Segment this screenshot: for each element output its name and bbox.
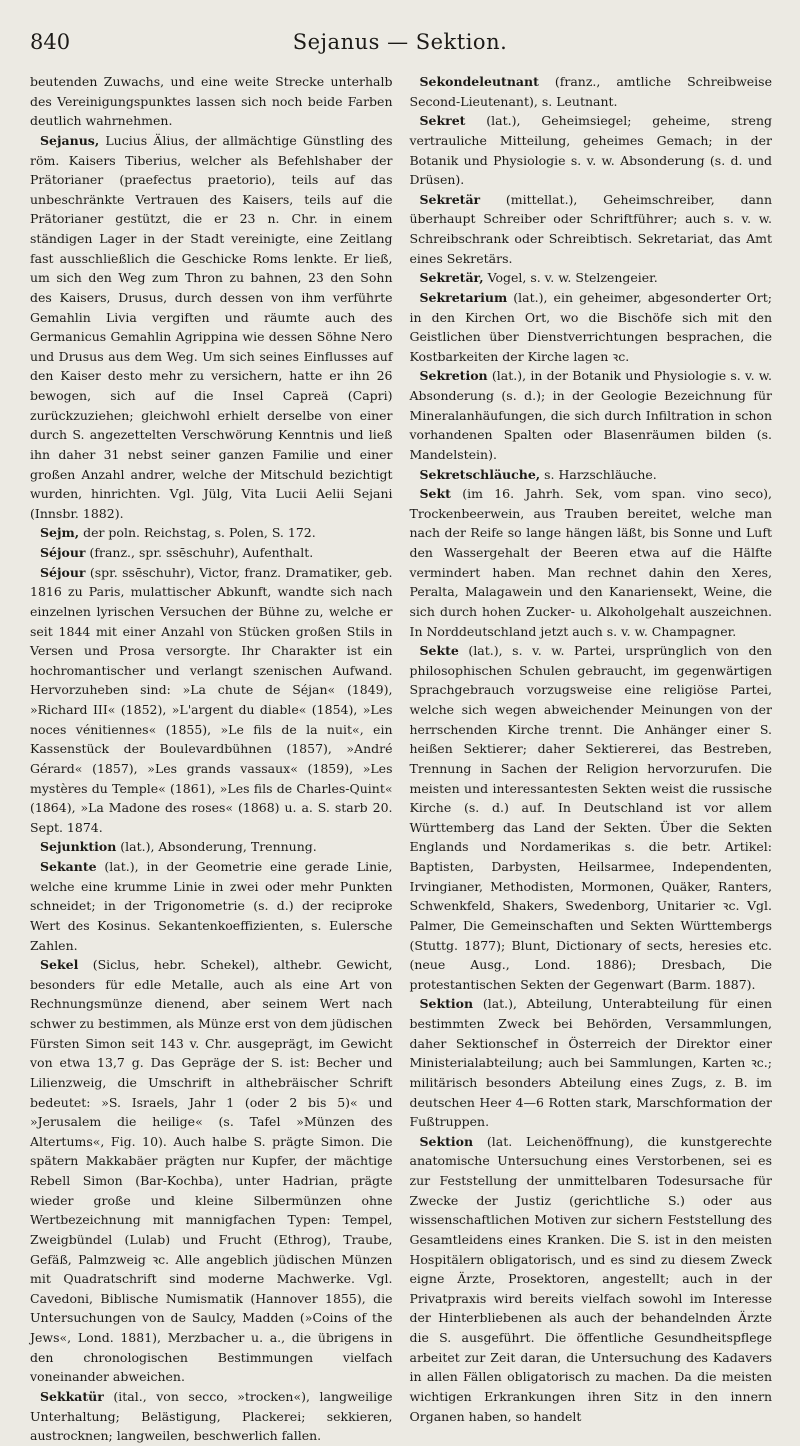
entry-text: (lat. Leichenöffnung), die kunstgerechte anatomische Untersuchung eines Verstorbenen, sei es zur Feststellung der unmittelbaren Todesursache für Zwecke der Justiz (gerichtliche S.) oder aus wissenschaftlichen Motiven zur sichern Feststellung des Gesamtleidens eines Kranken. Die S. ist in den meisten Hospitälern obligatorisch, und es sind zu diesem Zweck eigne Ärzte, Prosektoren, angestellt; auch in der Privatpraxis wird bereits vielfach sowohl im Interesse der Hinterbliebenen als auch der behandelnden Ärzte die S. ausgeführt. Die öffentliche Gesundheitspflege arbeitet zur Zeit daran, die Untersuchung des Kadavers in allen Fällen obligatorisch zu machen. Da die meisten wichtigen Erkrankungen ihren Sitz in den innern Organen haben, so handelt (409, 1133, 772, 1424)
entry-headword: Séjour (40, 564, 86, 580)
dictionary-entry (410, 72, 773, 111)
entry-headword: Sektion (419, 1133, 474, 1149)
dictionary-entry (30, 72, 393, 131)
entry-headword: Sekret (419, 113, 466, 129)
left-column (30, 72, 393, 1444)
entry-headword: Sejanus, (40, 132, 100, 148)
entry-headword: Sejm, (40, 525, 80, 541)
dictionary-entry (30, 523, 393, 543)
dictionary-entry (410, 1132, 773, 1426)
entry-text: beutenden Zuwachs, und eine weite Strecke unterhalb des Vereinigungspunktes lassen sich noch beide Farben deutlich wahrnehmen. (30, 74, 393, 129)
dictionary-entry (410, 484, 773, 641)
dictionary-entry (410, 111, 773, 190)
dictionary-entry (410, 641, 773, 994)
entry-text: (lat.), Geheimsiegel; geheime, streng vertrauliche Mitteilung, geheimes Gemach; in der Botanik und Physiologie s. v. w. Absonderung (s. d. und Drüsen). (409, 113, 772, 188)
page-header (30, 24, 770, 58)
entry-text: s. Harzschläuche. (540, 466, 657, 482)
entry-headword: Sekkatür (40, 1388, 104, 1404)
entry-text: Lucius Älius, der allmächtige Günstling des röm. Kaisers Tiberius, welcher als Befehlshaber der Prätorianer (praefectus praetorio), teils auf das unbeschränkte Vertrauen des Kaisers, teils auf die Prätorianer gestützt, die er 23 n. Chr. in einem ständigen Lager in der Stadt vereinigte, eine Zeitlang fast ausschließlich die Geschicke Roms lenkte. Er ließ, um sich den Weg zum Thron zu bahnen, 23 den Sohn des Kaisers, Drusus, durch dessen von ihm verführte Gemahlin Livia vergiften und räumte auch des Germanicus Gemahlin Agrippina wie dessen Söhne Nero und Drusus aus dem Weg. Um sich seines Einflusses auf den Kaiser desto mehr zu versichern, hatte er ihn 26 bewogen, sich auf die Insel Capreä (Capri) zurückzuziehen; gleichwohl erhielt derselbe von einer durch S. angezettelten Verschwörung Kenntnis und ließ ihn daher 31 nebst seiner ganzen Familie und einer großen Anzahl andrer, welche der Mitschuld bezichtigt wurden, hinrichten. Vgl. Jülg, Vita Lucii Aelii Sejani (Innsbr. 1882). (30, 132, 393, 521)
entry-text: (spr. ssēschuhr), Victor, franz. Dramatiker, geb. 1816 zu Paris, mulattischer Abkunft, wandte sich nach einzelnen lyrischen Versuchen der Bühne zu, welche er seit 1844 mit einer Anzahl von Stücken großen Stils in Versen und Prosa versorgte. Ihr Charakter ist ein hochromantischer und verlangt szenischen Aufwand. Hervorzuheben sind: »La chute de Séjan« (1849), »Richard III« (1852), »L'argent du diable« (1854), »Les noces vénitiennes« (1855), »Le fils de la nuit«, ein Kassenstück der Boulevardbühnen (1857), »André Gérard« (1857), »Les grands vassaux« (1859), »Les mystères du Temple« (1861), »Les fils de Charles-Quint« (1864), »La Madone des roses« (1868) u. a. S. starb 20. Sept. 1874. (30, 564, 393, 835)
entry-text: (lat.), in der Botanik und Physiologie s. v. w. Absonderung (s. d.); in der Geologie Bezeichnung für Mineralanhäufungen, die sich durch Infiltration in schon vorhandenen Spalten oder Blasenräumen bilden (s. Mandelstein). (409, 368, 772, 462)
entry-headword: Sekretschläuche, (419, 466, 541, 482)
dictionary-entry (410, 268, 773, 288)
dictionary-entry (30, 1387, 393, 1446)
dictionary-entry (410, 190, 773, 269)
entry-text: (mittellat.), Geheimschreiber, dann überhaupt Schreiber oder Schriftführer; auch s. v. w. Schreibschrank oder Schreibtisch. Sekretariat, das Amt eines Sekretärs. (409, 191, 772, 266)
entry-headword: Séjour (40, 545, 86, 560)
entry-headword: Sekretär, (419, 270, 484, 286)
entry-text: (lat.), ein geheimer, abgesonderter Ort; in den Kirchen Ort, wo die Bischöfe sich mit den Geistlichen über Dienstverrichtungen besprachen, die Kostbarkeiten der Kirche lagen ꝛc. (409, 289, 772, 364)
entry-text: Vogel, s. v. w. Stelzengeier. (483, 270, 658, 286)
entry-headword: Sejunktion (40, 839, 117, 855)
entry-text: (franz., spr. ssēschuhr), Aufenthalt. (85, 545, 314, 560)
entry-headword: Sekt (419, 486, 451, 502)
entry-headword: Sekte (419, 643, 459, 659)
entry-text: (Siclus, hebr. Schekel), althebr. Gewicht, besonders für edle Metalle, auch als eine Art von Rechnungsmünze dienend, aber seinem Wert nach schwer zu bestimmen, als Münze erst von dem jüdischen Fürsten Simon seit 143 v. Chr. ausgeprägt, im Gewicht von etwa 13,7 g. Das Gepräge der S. ist: Becher und Lilienzweig, die Umschrift in althebräischer Schrift bedeutet: »S. Israels, Jahr 1 (oder 2 bis 5)« und »Jerusalem die heilige« (s. Tafel »Münzen des Altertums«, Fig. 10). Auch halbe S. prägte Simon. Die spätern Makkabäer prägten nur Kupfer, der mächtige Rebell Simon (Bar-Kochba), unter Hadrian, prägte wieder große und kleine Silbermünzen ohne Wertbezeichnung mit mannigfachen Typen: Tempel, Zweigbündel (Lulab) und Frucht (Ethrog), Traube, Gefäß, Palmzweig ꝛc. Alle angeblich jüdischen Münzen mit Quadratschrift sind moderne Machwerke. Vgl. Cavedoni, Biblische Numismatik (Hannover 1855), die Untersuchungen von de Saulcy, Madden (»Coins of the Jews«, Lond. 1881), Merzbacher u. a., die übrigens in den chronologischen Bestimmungen vielfach voneinander abweichen. (30, 957, 393, 1385)
entry-headword: Sekretär (419, 191, 481, 207)
entry-text: (lat.), s. v. w. Partei, ursprünglich von den philosophischen Schulen gebraucht, im gegenwärtigen Sprachgebrauch vorzugsweise eine religiöse Partei, welche sich wegen abweichender Meinungen von der herrschenden Kirche trennt. Die Anhänger einer S. heißen Sektierer; daher Sektiererei, das Bestreben, Trennung in Sachen der Religion hervorzurufen. Die meisten und interessantesten Sekten weist die russische Kirche (s. d.) auf. In Deutschland ist vor allem Württemberg das Land der Sekten. Über die Sekten Englands und Nordamerikas s. die betr. Artikel: Baptisten, Darbysten, Heilsarmee, Independenten, Irvingianer, Methodisten, Mormonen, Quäker, Ranters, Schwenkfeld, Shakers, Swedenborg, Unitarier ꝛc. Vgl. Palmer, Die Gemeinschaften und Sekten Württembergs (Stuttg. 1877); Blunt, Dictionary of sects, heresies etc. (neue Ausg., Lond. 1886); Dresbach, Die protestantischen Sekten der Gegenwart (Barm. 1887). (409, 643, 772, 992)
running-head: Sejanus — Sektion. (292, 30, 508, 54)
entry-text: (im 16. Jahrh. Sek, vom span. vino seco), Trockenbeerwein, aus Trauben bereitet, welche man nach der Reife so lange hängen läßt, bis Sonne und Luft den Wassergehalt der Beeren etwa auf die Hälfte vermindert haben. Man rechnet dahin den Xeres, Peralta, Malagawein und den Kanariensekt, Weine, die sich durch hohen Zucker- u. Alkoholgehalt auszeichnen. In Norddeutschland jetzt auch s. v. w. Champagner. (409, 486, 772, 639)
text-columns (30, 72, 772, 1444)
dictionary-entry (30, 955, 393, 1387)
dictionary-entry (30, 857, 393, 955)
dictionary-entry (410, 994, 773, 1131)
page-number: 840 (30, 30, 71, 54)
dictionary-entry (30, 837, 393, 857)
dictionary-entry (30, 543, 393, 563)
dictionary-entry (410, 465, 773, 485)
dictionary-entry (410, 366, 773, 464)
entry-text: (franz., amtliche Schreibweise Second-Lieutenant), s. Leutnant. (409, 74, 772, 109)
right-column (409, 72, 773, 1424)
entry-text: (lat.), Absonderung, Trennung. (116, 839, 317, 855)
entry-headword: Sekel (40, 957, 79, 973)
entry-headword: Sektion (419, 996, 474, 1012)
entry-headword: Sekretarium (419, 289, 508, 305)
entry-headword: Sekante (40, 859, 97, 874)
entry-headword: Sekretion (419, 368, 488, 384)
dictionary-entry (410, 288, 773, 367)
entry-text: der poln. Reichstag, s. Polen, S. 172. (79, 525, 316, 541)
dictionary-entry (30, 563, 393, 838)
dictionary-entry (30, 131, 393, 524)
entry-text: (ital., von secco, »trocken«), langweilige Unterhaltung; Belästigung, Plackerei; sekkieren, austrocknen; langweilen, beschwerlich fallen. (30, 1388, 393, 1444)
entry-text: (lat.), in der Geometrie eine gerade Linie, welche eine krumme Linie in zwei oder mehr Punkten schneidet; in der Trigonometrie (s. d.) der reciproke Wert des Kosinus. Sekantenkoeffizienten, s. Eulersche Zahlen. (30, 859, 393, 953)
entry-headword: Sekondeleutnant (419, 74, 539, 89)
entry-text: (lat.), Abteilung, Unterabteilung für einen bestimmten Zweck bei Behörden, Versammlungen, daher Sektionschef in Österreich der Direktor einer Ministerialabteilung; auch bei Sammlungen, Karten ꝛc.; militärisch besonders Abteilung eines Zugs, z. B. im deutschen Heer 4—6 Rotten stark, Marschformation der Fußtruppen. (409, 996, 772, 1130)
